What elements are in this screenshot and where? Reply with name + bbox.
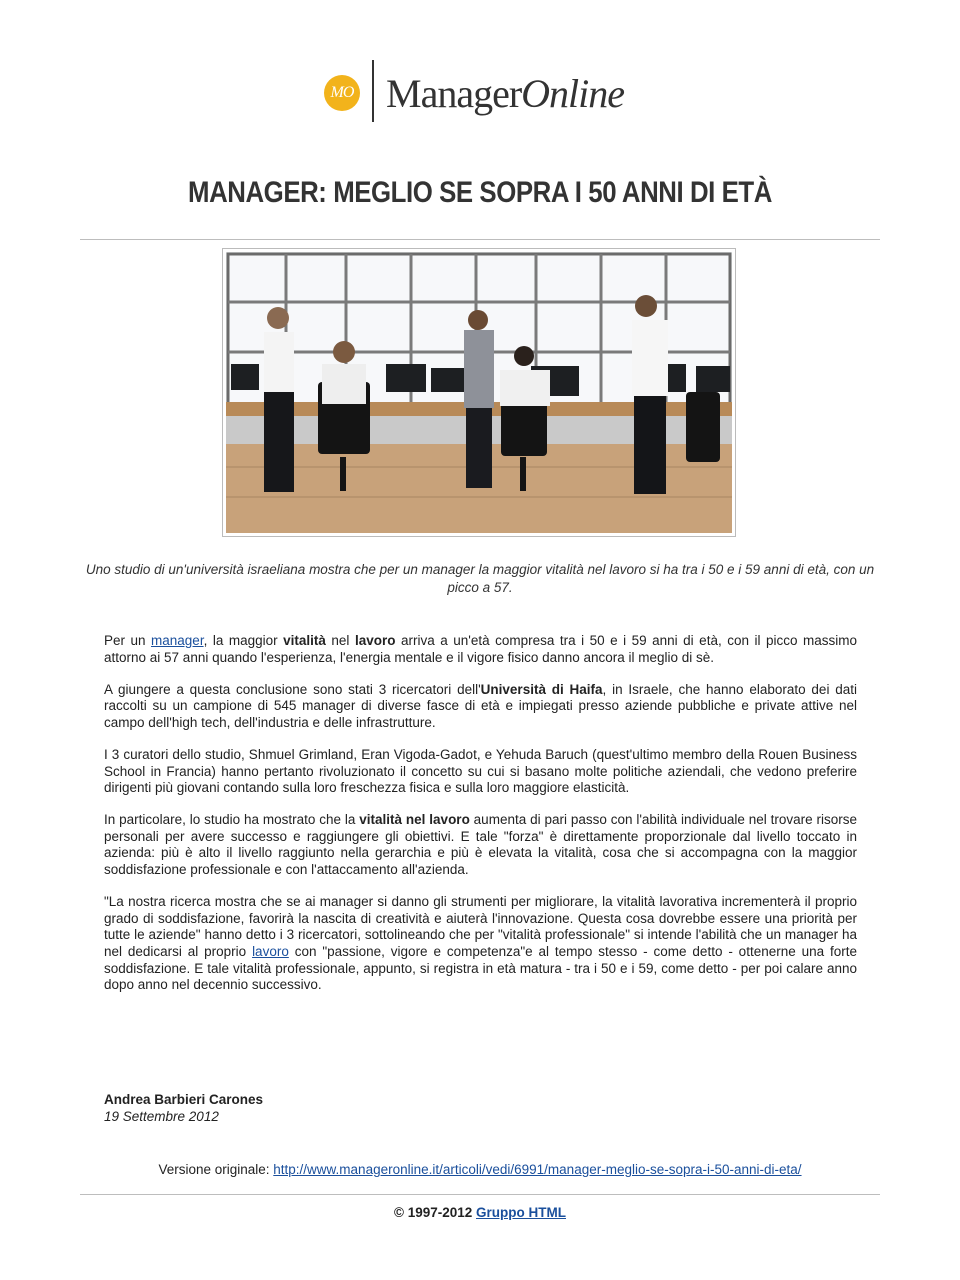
text-span: In particolare, lo studio ha mostrato che la: [104, 812, 360, 828]
office-photo-illustration: [226, 252, 732, 533]
publish-date: 19 Settembre 2012: [104, 1109, 219, 1124]
text-span: arriva a un'età compresa tra i 50 e i 59 anni di età, con il picco massimo attorno ai 57 anni quando l'esperienza, l'energia mentale e il vigore fisico danno ancora il meglio di sè.: [104, 633, 857, 665]
footer-divider: [80, 1194, 880, 1195]
logo-word-online: Online: [521, 71, 625, 116]
lavoro-link[interactable]: lavoro: [252, 943, 289, 959]
author-block: [104, 1091, 263, 1125]
article-paragraph: I 3 curatori dello studio, Shmuel Grimland, Eran Vigoda-Gadot, e Yehuda Baruch (quest'ultimo membro della Rouen Business School in Francia) hanno pertanto rivoluzionato il concetto su cui si basano molte politiche aziendali, che vedono preferire dirigenti più giovani contando sulla loro freschezza fisica e sulla loro maggiore elasticità.: [104, 746, 857, 796]
text-span: con "passione, vigore e competenza"e al tempo stesso - come detto - ottenerne una forte soddisfazione. E tale vitalità professionale, appunto, si registra in età matura - tra i 50 e i 59, come detto - per poi calare anno dopo anno nel decennio successivo.: [104, 943, 858, 993]
article-paragraph: [104, 682, 857, 732]
bold-span: vitalità nel lavoro: [359, 812, 470, 828]
site-logo[interactable]: [0, 58, 960, 128]
gruppo-html-link[interactable]: Gruppo HTML: [476, 1205, 566, 1220]
logo-divider: [372, 60, 374, 122]
source-url-link[interactable]: http://www.manageronline.it/articoli/vedi/6991/manager-meglio-se-sopra-i-50-anni-di-eta/: [273, 1162, 802, 1177]
article-paragraph: [104, 894, 857, 994]
logo-word-manager: Manager: [386, 71, 522, 116]
bold-span: Università di Haifa: [480, 681, 603, 697]
article-title: MANAGER: MEGLIO SE SOPRA I 50 ANNI DI ETÀ: [188, 176, 772, 209]
text-span: Per un: [104, 633, 152, 648]
manager-link[interactable]: manager: [151, 633, 204, 648]
photo-caption: Uno studio di un'università israeliana mostra che per un manager la maggior vitalità nel lavoro si ha tra i 50 e i 59 anni di età, con un picco a 57.: [85, 562, 875, 595]
text-span: "La nostra ricerca mostra che se ai manager si danno gli strumenti per migliorare, la vitalità lavorativa incrementerà il proprio grado di soddisfazione, favorirà la nascita di creatività e aiuterà l'innovazione. Questa cosa dovrebbe essere una priorità per tutte le aziende" hanno detto i 3 ricercatori, sottolineando che per "vitalità professionale" si intende l'abilità che un manager ha nel dedicarsi al proprio: [104, 894, 857, 959]
text-span: , la maggior: [203, 633, 284, 648]
article-paragraph: [104, 633, 857, 666]
title-divider: [80, 239, 880, 240]
bold-span: lavoro: [354, 633, 396, 648]
text-span: , in Israele, che hanno elaborato dei dati raccolti su un campione di 545 manager di diverse fasce di età e impiegati presso aziende pubbliche e private attive nel campo dell'high tech, dell'industria e delle infrastrutture.: [104, 681, 857, 730]
text-span: nel: [325, 633, 355, 648]
article-body: [104, 633, 857, 1009]
text-span: A giungere a questa conclusione sono stati 3 ricercatori dell': [104, 681, 481, 697]
original-version: [80, 1162, 880, 1177]
author-name: Andrea Barbieri Carones: [104, 1092, 264, 1107]
copyright: [80, 1205, 880, 1220]
article-photo: [222, 248, 736, 537]
source-label: Versione originale:: [158, 1162, 274, 1177]
article-paragraph: [104, 812, 857, 878]
copyright-text: © 1997-2012: [394, 1205, 477, 1220]
logo-wordmark: [386, 70, 624, 117]
text-span: aumenta di pari passo con l'abilità individuale nel trovare risorse personali per avere successo e raggiungere gli obiettivi. E tale "forza" è direttamente proporzionale dal livello toccato in azienda: più è alto il livello raggiunto nella gerarchia e più è elevata la vitalità, cosa che si accompagna con la maggior soddisfazione professionale e con l'attaccamento all'azienda.: [104, 812, 857, 878]
bold-span: vitalità: [283, 633, 326, 648]
logo-mark-icon: MO: [324, 75, 360, 111]
